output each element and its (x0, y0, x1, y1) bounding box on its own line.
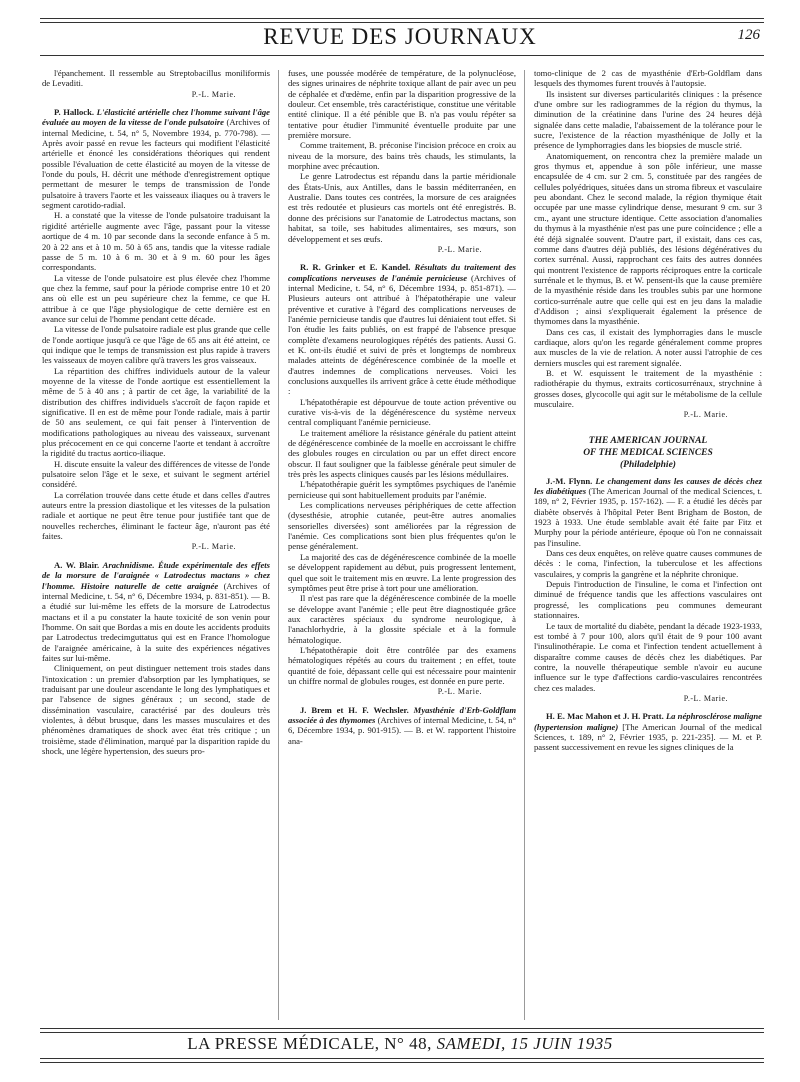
column-2 (288, 68, 516, 1026)
page-title: REVUE DES JOURNAUX (263, 24, 537, 49)
footer-journal: LA PRESSE MÉDICALE, (187, 1034, 380, 1053)
article-authors: A. W. Blair. (54, 559, 100, 570)
article-title: Myasthénie d'Erb-Goldflam associée à des thymomes (288, 704, 516, 725)
article-authors: H. E. Mac Mahon et J. H. Pratt. (546, 711, 664, 722)
paragraph: La vitesse de l'onde pulsatoire est plus élevée chez l'homme que chez la femme, sauf pour la période comprise entre 10 et 20 ans où elle est un peu supérieure chez la femme, ce que H. attribue à ce que l'âge physiologique de cette dernière est en avance sur celui de l'homme pendant cette décade. (42, 272, 270, 324)
article-body: (The American Journal of the medical Sciences, t. 189, n° 2, Février 1935, p. 157-162). — F. a étudié les décès par diabète observés à l'hôpital Peter Bent Brigham de Boston, de 1923 à 1933. Une étude semblable avait été faite par Fitz et Murphy pour la période antérieure, époque où l'on ne connaissait pas l'insuline. (534, 486, 762, 548)
article-authors: R. R. Grinker et E. Kandel. (300, 262, 411, 273)
article-title: Arachnidisme. Étude expérimentale des effets de la morsure de l'araignée « Latrodectus mactans » chez l'homme. Histoire naturelle de cette araignée (42, 559, 270, 591)
footer-top-rule (40, 1028, 764, 1033)
column-1 (42, 68, 270, 1026)
page-footer (0, 1034, 800, 1054)
article-body: [The American Journal of the medical Sciences, t. 189, n° 2, Février 1935, p. 221-235]. — M. et P. passent successivement en revue les signes cliniques de la (534, 721, 762, 753)
article-title: La néphrosclérose maligne (hypertension maligne) (534, 711, 762, 732)
paragraph: L'hépatothérapie guérit les symptômes psychiques de l'anémie pernicieuse qui sont habituellement produits par l'anémie. (288, 479, 516, 500)
author-signature: P.-L. Marie. (437, 244, 482, 254)
article-title: L'élasticité artérielle chez l'homme suivant l'âge évaluée au moyen de la vitesse de l'onde pulsatoire (42, 107, 270, 128)
article-entry (288, 262, 516, 396)
paragraph: Le genre Latrodectus est répandu dans la partie méridionale des États-Unis, aux Antilles, dans le bassin méditerranéen, en Australie. Dans toutes ces contrées, la morsure de ces araignées est très redoutée et plusieurs cas mortels ont été enregistrés. B. donne des précisions sur l'anatomie de Latrodectus mactans, son habitat, sa toile, ses habitudes alimentaires, ses mœurs, son développement et ses œufs. (288, 171, 516, 244)
article-authors: J.-M. Flynn. (546, 475, 593, 486)
column-separator (278, 70, 279, 1020)
paragraph: Dans ces cas, il existait des lymphorragies dans le muscle cardiaque, alors qu'on les regarde généralement comme propres aux muscles de la vie de relation. A noter aussi l'atrophie de ces derniers muscles qui est rarement signalée. (534, 326, 762, 368)
paragraph: L'hépatothérapie est dépourvue de toute action préventive ou curative vis-à-vis de la dégénérescence du système nerveux central compliquant l'anémie pernicieuse. (288, 396, 516, 428)
article-authors: P. Hallock. (54, 107, 94, 118)
article-body: (Archives of internal Medicine, t. 54, n° 6, Décembre 1934, p. 831-851). — B. a étudié sur lui-même les effets de la morsure de Latrodectus mactans et il a pu constater la haute toxicité de son venin pour l'homme. On sait que Bordas a mis en doute les accidents produits par Latrodectus tredecimguttatus qui est en France l'homologue de l'araignée américaine, à la suite des expériences négatives faites sur lui-même. (42, 580, 270, 663)
paragraph: Cliniquement, on peut distinguer nettement trois stades dans l'intoxication : un premier d'absorption par les lymphatiques, se traduisant par une douleur ascendante le long des lymphatiques et par l'absence de signes généraux ; un second, stade de dissémination vasculaire, caractérisé par des douleurs très violentes, à début brusque, dans les masses musculaires et des phénomènes dramatiques de shock avec état très critique ; un troisième, stade d'élimination, marqué par la disparition rapide du shock, une légère hypertension, des sueurs pro- (42, 663, 270, 756)
header-top-rule (40, 18, 764, 23)
journal-heading-line: OF THE MEDICAL SCIENCES (583, 447, 713, 458)
column-separator (524, 70, 525, 1020)
paragraph: B. et W. esquissent le traitement de la myasthénie : radiothérapie du thymus, extraits corticosurrénaux, strychnine à grosses doses, glycocolle qui agit sur le métabolisme de la cellule musculaire. (534, 367, 762, 409)
article-entry (534, 476, 762, 548)
paragraph: Les complications nerveuses périphériques de cette affection (dysesthésie, atrophie cutanée, peut-être autres anomalies sensorielles diversées) sont améliorées par la régression de l'anémie. Ces complications sont bien plus fréquentes qu'on le pense généralement. (288, 500, 516, 552)
paragraph: Comme traitement, B. préconise l'incision précoce en croix au niveau de la morsure, des bains très chauds, les stimulants, la morphine avec précaution. (288, 140, 516, 172)
header-bottom-rule (40, 55, 764, 56)
paragraph: Le traitement améliore la résistance générale du patient atteint de dégénérescence combinée de la moelle en accroissant le chiffre des globules rouges en circulation ou par un effet direct encore obscur. Il faut souligner que la faiblesse générale peut simuler de très près les aspects cliniques causés par les lésions médullaires. (288, 427, 516, 480)
column-3 (534, 68, 762, 1026)
paragraph: Depuis l'introduction de l'insuline, le coma et l'infection ont diminué de fréquence tandis que les affections vasculaires ont progressé, les complications peu communes demeurant stationnaires. (534, 579, 762, 621)
article-body: (Archives of internal Medicine, t. 54, n° 5, Novembre 1934, p. 770-798). — Après avoir passé en revue les facteurs qui modifient l'élasticité artérielle et énoncé les considérations théoriques qui rendent possible l'évaluation de cette élasticité au moyen de la vitesse de l'onde du pouls, H. décrit une méthode d'enregistrement optique permettant de mesurer le temps de transmission de l'onde pulsatoire à travers l'aorte et les vaisseaux iliaques ou à travers le segment carotido-radial. (42, 117, 270, 211)
author-signature: P.-L. Marie. (437, 687, 482, 697)
paragraph: L'hépatothérapie doit être contrôlée par des examens hématologiques répétés au cours du traitement ; en effet, toute quantité de foie, dépassant celle qui est nécessaire pour maintenir un chiffre normal de globules rouges, est donnée en pure perte. (288, 644, 516, 686)
footer-date: SAMEDI, 15 JUIN 1935 (436, 1034, 613, 1053)
journal-heading-line: THE AMERICAN JOURNAL (588, 435, 708, 446)
article-entry (42, 107, 270, 210)
journal-heading (534, 435, 762, 471)
paragraph: Dans ces deux enquêtes, on relève quatre causes communes de décès : le coma, l'infection, la tuberculose et les affections vasculaires, y compris la gangrène et la néphrite chronique. (534, 548, 762, 579)
paragraph: La corrélation trouvée dans cette étude et dans celles d'autres auteurs entre la pression diastolique et les vitesses de la pulsation radiale et aortique ne peut être tenue pour justifiée tant que de nouvelles recherches, éliminant le facteur âge, n'auront pas été faites. (42, 489, 270, 542)
journal-heading-line: (Philadelphie) (620, 459, 676, 470)
article-title: Le changement dans les causes de décès chez les diabétiques (534, 475, 762, 497)
article-title: Résultats du traitement des complications nerveuses de l'anémie pernicieuse (288, 262, 516, 283)
paragraph: Le taux de mortalité du diabète, pendant la décade 1923-1933, est tombé à 7 pour 100, alors qu'il était de 9 pour 100 avant l'insulinothérapie. Le coma et l'infection tendent actuellement à disparaître comme causes de décès chez les diabétiques. Par contre, la nouvelle thérapeutique semble n'avoir eu aucune influence sur le type d'affections cardio-vasculaires rencontrées chez ces malades. (534, 620, 762, 693)
paragraph: tomo-clinique de 2 cas de myasthénie d'Erb-Goldflam dans lesquels des thymomes furent trouvés à l'autopsie. (534, 68, 762, 89)
paragraph: Ils insistent sur diverses particularités cliniques : la présence d'une ombre sur les radiogrammes de la région du thymus, la diminution de la créatinine dans l'urine des 24 heures déjà signalée dans cette maladie, l'abaissement de la tolérance pour le sucre, l'existence de la réaction myasthénique de Jolly et la présence de lymphorragies dans les biopsies de muscle strié. (534, 88, 762, 151)
footer-number: N° 48, (384, 1034, 432, 1053)
paragraph: H. a constaté que la vitesse de l'onde pulsatoire traduisant la rigidité artérielle augmente avec l'âge, passant pour la vitesse aortique de 4 m. 10 par seconde dans la seconde enfance à 5 m. 20 à 22 ans et à 10 m. 50 à 65 ans, tandis que la vitesse radiale passe de 5 m. 10 à 6 m. 30 et à 9 m. 60 pour les âges correspondants. (42, 210, 270, 273)
footer-bottom-rule (40, 1058, 764, 1063)
paragraph: H. discute ensuite la valeur des différences de vitesse de l'onde pulsatoire selon l'âge et le sexe, et suivant le segment artériel considéré. (42, 458, 270, 490)
paragraph: Il n'est pas rare que la dégénérescence combinée de la moelle se développe avant l'anémie ; elle peut être diagnostiquée grâce aux caractères spéciaux du syndrome neurologique, à l'anachlorhydrie, à la glossite spéciale et à la formule hématologique. (288, 593, 516, 645)
author-signature: P.-L. Marie. (191, 89, 236, 99)
paragraph: Anatomiquement, on rencontra chez la première malade un gros thymus et, appendue à son pôle inférieur, une masse encapsulée de 4 cm. sur 2 cm. 5, constituée par des rangées de cellules polyédriques, situées dans un stroma fibreux et vasculaire peu abondant. Chez le second malade, la région thymique était occupée par une masse cylindrique dense, mesurant 9 cm. sur 3 cm., ayant une structure identique. Cette association d'anomalies du thymus à la myasthénie n'est pas une pure coïncidence ; elle a été déjà signalée souvent. D'autre part, il existait, dans ces cas, comme dans d'autres déjà publiés, des lésions dégénératives du cortex surrénal. Aussi, rapprochant ces faits des autres données qui montrent l'existence de rapports réciproques entre la corticale surrénale et le thymus, B. et W. pensent-ils que la cause première de la myasthénie réside dans les troubles subis par une hormone cortico-surrénale autre que celle qui est en jeu dans la maladie d'Addison ; ainsi s'expliquerait également la présence de thymomes dans la myasthénie. (534, 150, 762, 327)
author-signature: P.-L. Marie. (683, 410, 728, 420)
paragraph: l'épanchement. Il ressemble au Streptobacillus moniliformis de Levaditi. (42, 68, 270, 89)
article-entry (42, 560, 270, 663)
article-body: (Archives of internal Medicine, t. 54, n° 6, Décembre 1934, p. 901-915). — B. et W. rapportent l'histoire ana- (288, 714, 516, 746)
article-entry (534, 711, 762, 752)
page-number: 126 (737, 27, 760, 43)
author-signature: P.-L. Marie. (191, 542, 236, 552)
paragraph: La majorité des cas de dégénérescence combinée de la moelle se développent rapidement au début, puis progressent lentement, quel que soit le traitement mis en œuvre. La lente progression des symptômes peut être prise à tort pour une amélioration. (288, 551, 516, 593)
article-body: (Archives of internal Medicine, t. 54, n° 6, Décembre 1934, p. 851-871). — Plusieurs auteurs ont attribué à l'hépatothérapie une valeur préventive et curative à l'égard des complications nerveuses de l'anémie pernicieuse tandis que d'autres lui déniaient tout effet. Si l'on étudie les faits publiés, on est frappé de l'absence presque complète d'examens neurologiques répétés des patients. Aussi G. et K. ont-ils étudié et suivi de près et longtemps de nombreux malades atteints de dégénérescence combinée de la moelle et d'autres indemnes de complications nerveuses. Voici les conclusions auxquelles ils arrivent grâce à cette étude méthodique : (288, 272, 516, 397)
paragraph: La répartition des chiffres individuels autour de la valeur moyenne de la vitesse de l'onde aortique est essentiellement la même de 5 à 40 ans ; à partir de cet âge, la variabilité de la distribution des chiffres individuels s'accroît de façon rapide et significative. Il en est de même pour l'onde radiale, mais à partir de 50 ans seulement, ce qui fait penser à l'intervention de modifications pathologiques au niveau des vaisseaux, survenant plus précocement en ce qui concerne l'aorte et tendant à accroître la rigidité du tractus aortico-iliaque. (42, 365, 270, 459)
article-entry (288, 705, 516, 746)
paragraph: La vitesse de l'onde pulsatoire radiale est plus grande que celle de l'onde aortique jusqu'à ce que l'âge de 65 ans ait été atteint, ce qui indique que le temps de transmission est plus rapide à travers les vaisseaux de moyen calibre qu'à travers les gros vaisseaux. (42, 324, 270, 366)
author-signature: P.-L. Marie. (683, 693, 728, 703)
article-authors: J. Brem et H. F. Wechsler. (300, 704, 409, 715)
paragraph: fuses, une poussée modérée de température, de la polynucléose, des signes urinaires de néphrite toxique allant de pair avec un peu de céphalée et d'œdème, enfin par la disparition progressive de la douleur. Cet ensemble, très caractéristique, constitue une véritable entité clinique. Il a été pénible que B. n'a pas voulu répéter sa tentative pour étudier l'immunité éventuelle produite par une première morsure. (288, 68, 516, 141)
